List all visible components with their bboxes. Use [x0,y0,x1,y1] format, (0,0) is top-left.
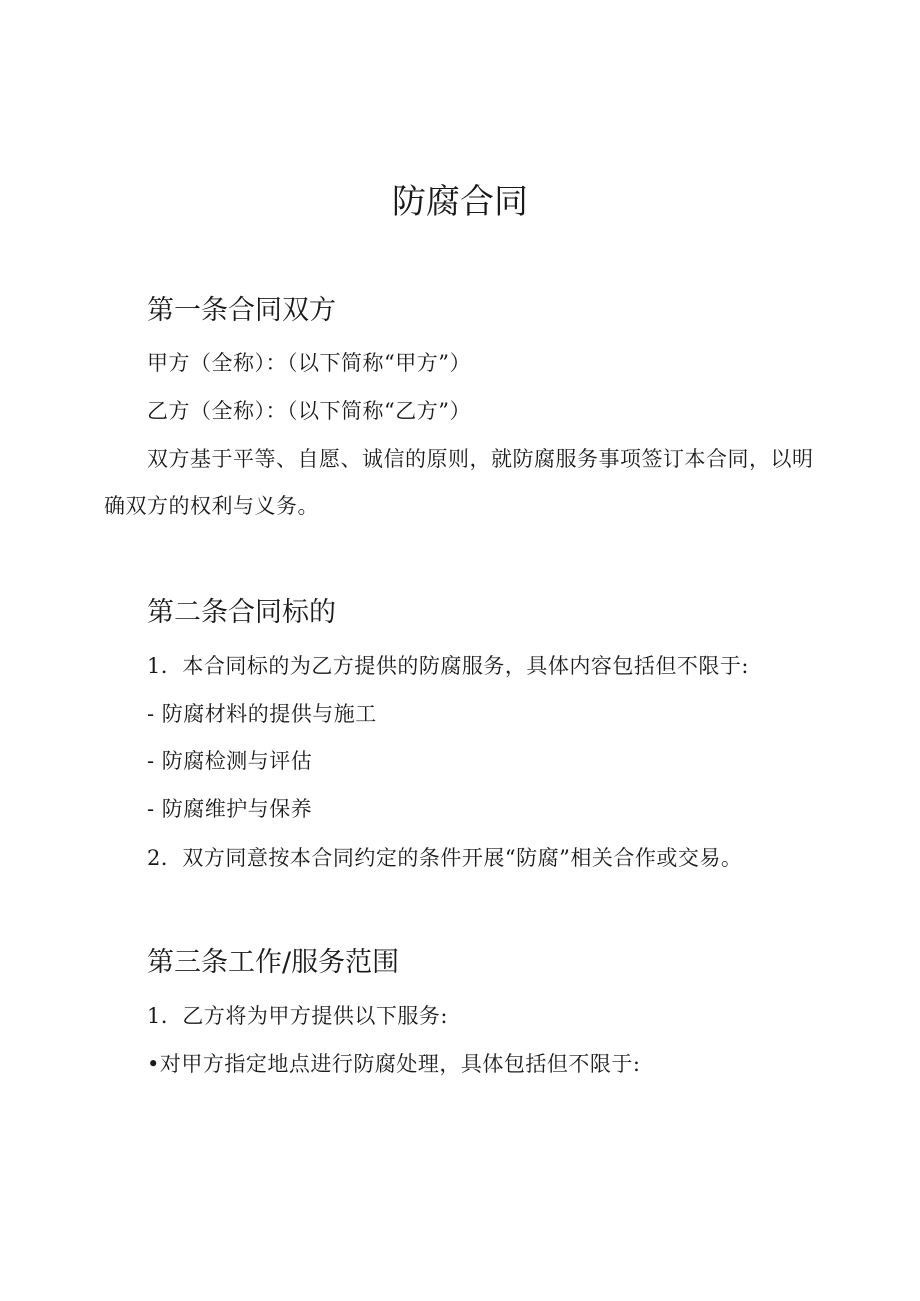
document-title: 防腐合同 [392,182,528,222]
section-3-heading: 第三条工作/服务范围 [147,947,400,978]
party-b-line: 乙方（全称）：（以下简称“乙方”） [147,399,471,423]
section-2-item-2: 2．双方同意按本合同约定的条件开展“防腐”相关合作或交易。 [147,846,743,870]
section-2-bullet-2: - 防腐检测与评估 [147,749,313,773]
party-a-line: 甲方（全称）：（以下简称“甲方”） [147,351,471,375]
section-2-item-1: 1．本合同标的为乙方提供的防腐服务，具体内容包括但不限于: [147,654,749,678]
section-1-paragraph: 双方基于平等、自愿、诚信的原则，就防腐服务事项签订本合同，以明确双方的权利与义务。 [104,447,814,518]
section-3-bullet-1: •对甲方指定地点进行防腐处理，具体包括但不限于: [147,1052,641,1076]
section-2-heading: 第二条合同标的 [147,597,336,628]
section-3-item-1: 1．乙方将为甲方提供以下服务: [147,1004,448,1028]
section-1-heading: 第一条合同双方 [147,295,336,326]
section-2-bullet-1: - 防腐材料的提供与施工 [147,702,377,726]
section-2-bullet-3: - 防腐维护与保养 [147,797,313,821]
